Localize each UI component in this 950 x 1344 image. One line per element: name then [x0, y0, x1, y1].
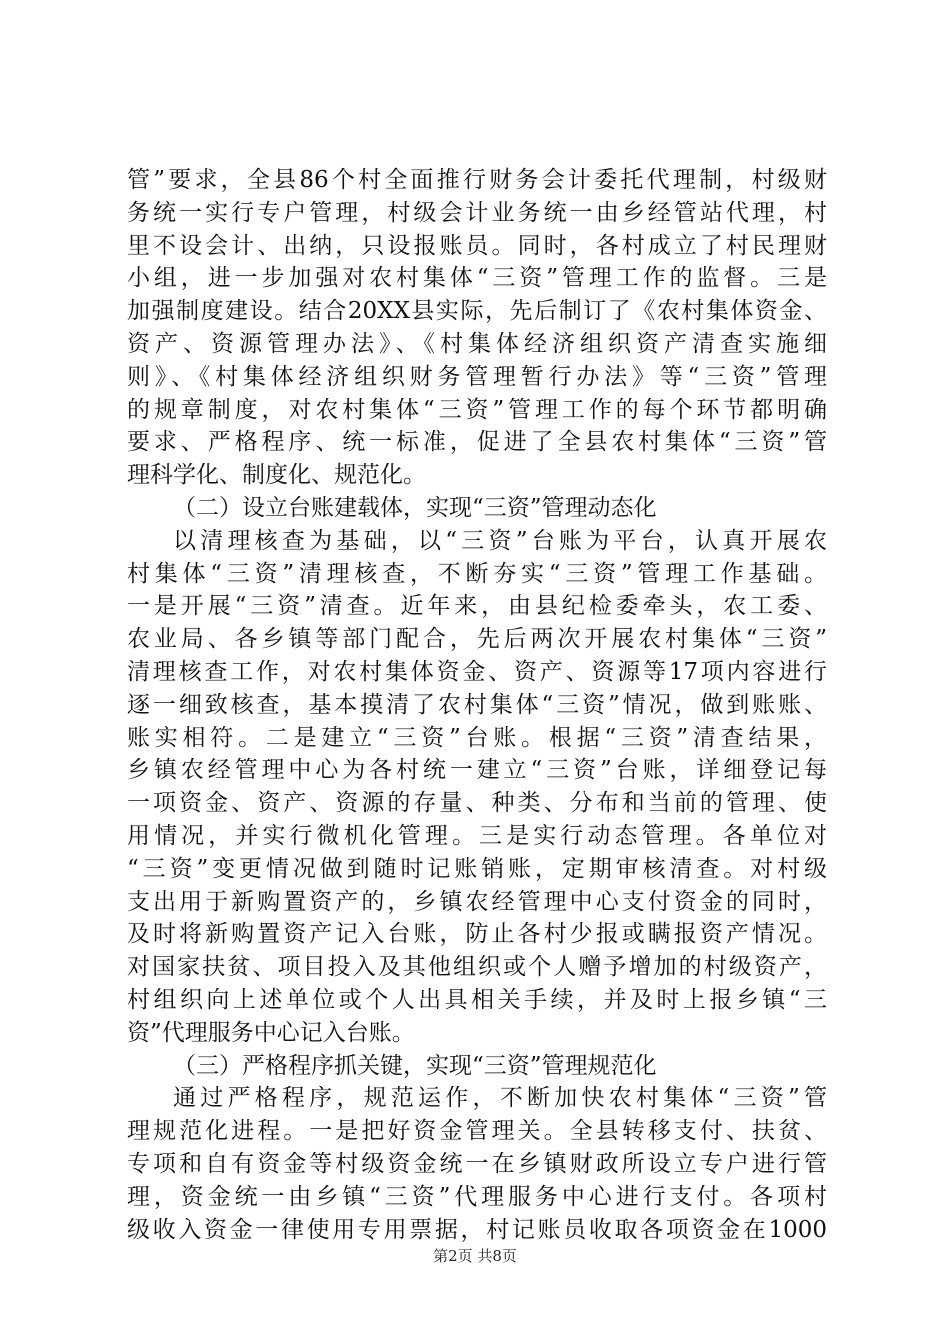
text-line: （三）严格程序抓关键，实现“三资”管理规范化	[173, 1052, 657, 1079]
text-line: 加强制度建设。结合20XX县实际，先后制订了《农村集体资金、	[127, 298, 827, 325]
text-line: 里不设会计、出纳，只设报账员。同时，各村成立了村民理财	[127, 232, 827, 259]
text-line: 理，资金统一由乡镇“三资”代理服务中心进行支付。各项村	[127, 1183, 827, 1210]
text-line: 级收入资金一律使用专用票据，村记账员收取各项资金在1000	[127, 1216, 827, 1243]
text-line: 支出用于新购置资产的，乡镇农经管理中心支付资金的同时，	[127, 888, 827, 915]
text-line: 一是开展“三资”清查。近年来，由县纪检委牵头，农工委、	[127, 593, 827, 620]
text-line: 农业局、各乡镇等部门配合，先后两次开展农村集体“三资”	[127, 626, 827, 653]
text-line: 用情况，并实行微机化管理。三是实行动态管理。各单位对	[127, 822, 827, 849]
text-line: 管”要求，全县86个村全面推行财务会计委托代理制，村级财	[127, 167, 827, 193]
text-line: 通过严格程序，规范运作，不断加快农村集体“三资”管	[173, 1085, 827, 1112]
text-line: 以清理核查为基础，以“三资”台账为平台，认真开展农	[173, 527, 827, 554]
text-line: 理科学化、制度化、规范化。	[127, 462, 426, 489]
text-line: 村集体“三资”清理核查，不断夯实“三资”管理工作基础。	[127, 560, 827, 587]
text-line: 务统一实行专户管理，村级会计业务统一由乡经管站代理，村	[127, 199, 827, 226]
text-line: 及时将新购置资产记入台账，防止各村少报或瞒报资产情况。	[127, 921, 827, 948]
text-line: 小组，进一步加强对农村集体“三资”管理工作的监督。三是	[127, 265, 827, 292]
document-body	[127, 164, 827, 1246]
text-line: （二）设立台账建载体，实现“三资”管理动态化	[173, 494, 657, 521]
text-line: 村组织向上述单位或个人出具相关手续，并及时上报乡镇“三	[127, 986, 827, 1013]
text-line: 对国家扶贫、项目投入及其他组织或个人赠予增加的村级资产，	[127, 954, 827, 981]
text-line: 的规章制度，对农村集体“三资”管理工作的每个环节都明确	[127, 396, 827, 423]
page-footer: 第2页 共8页	[433, 1247, 517, 1265]
text-line: 专项和自有资金等村级资金统一在乡镇财政所设立专户进行管	[127, 1150, 827, 1177]
text-line: 资产、资源管理办法》、《村集体经济组织资产清查实施细	[127, 330, 827, 357]
text-line: 清理核查工作，对农村集体资金、资产、资源等17项内容进行	[127, 658, 827, 685]
text-line: 一项资金、资产、资源的存量、种类、分布和当前的管理、使	[127, 790, 827, 817]
text-line: 账实相符。二是建立“三资”台账。根据“三资”清查结果，	[127, 724, 827, 751]
text-line: 乡镇农经管理中心为各村统一建立“三资”台账，详细登记每	[127, 757, 827, 784]
text-line: 要求、严格程序、统一标准，促进了全县农村集体“三资”管	[127, 429, 827, 456]
text-line: 资”代理服务中心记入台账。	[127, 1019, 415, 1046]
text-line: 则》、《村集体经济组织财务管理暂行办法》等“三资”管理	[127, 363, 827, 390]
text-line: 理规范化进程。一是把好资金管理关。全县转移支付、扶贫、	[127, 1118, 827, 1145]
text-line: 逐一细致核查，基本摸清了农村集体“三资”情况，做到账账、	[127, 691, 827, 718]
text-line: “三资”变更情况做到随时记账销账，定期审核清查。对村级	[127, 855, 827, 882]
